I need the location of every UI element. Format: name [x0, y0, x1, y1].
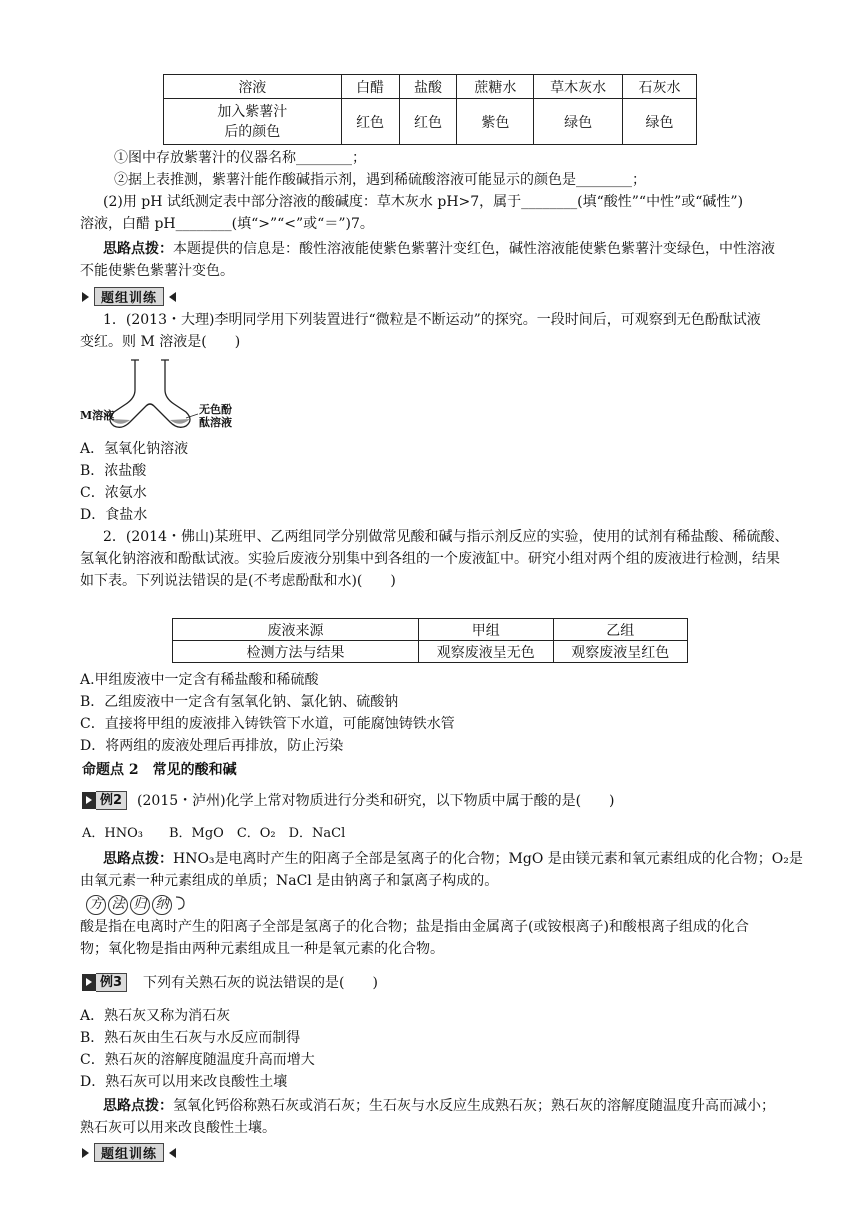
- table-header-cell: 盐酸: [399, 75, 457, 99]
- question-line: 如下表。下列说法错误的是(不考虑酚酞和水)( ): [80, 573, 396, 589]
- option-d: D．食盐水: [80, 507, 148, 523]
- example-stem: (2015・泸州)化学上常对物质进行分类和研究，以下物质中属于酸的是( ): [137, 793, 615, 809]
- method-summary-badge: [86, 895, 188, 915]
- play-icon: [82, 792, 96, 809]
- table-header-cell: 石灰水: [623, 75, 697, 99]
- play-icon: [82, 974, 96, 991]
- hint-label: 思路点拨：: [103, 241, 173, 257]
- indicator-color-table: [163, 74, 697, 145]
- table-cell: 红色: [341, 99, 399, 145]
- option-a: A．熟石灰又称为消石灰: [80, 1008, 231, 1024]
- method-char: 纳: [152, 895, 172, 915]
- badge-label: 题组训练: [94, 287, 164, 306]
- triangle-right-icon: [82, 1148, 89, 1158]
- table-cell: 绿色: [623, 99, 697, 145]
- hint-continuation: 不能使紫色紫薯汁变色。: [80, 263, 234, 279]
- question-line: ②据上表推测，紫薯汁能作酸碱指示剂，遇到稀硫酸溶液可能显示的颜色是________；: [114, 172, 646, 188]
- table-cell: 绿色: [534, 99, 623, 145]
- question-line: (2)用 pH 试纸测定表中部分溶液的酸碱度：草木灰水 pH>7，属于________(填“酸性”“中性”或“碱性”): [103, 194, 744, 210]
- method-text: 酸是指在电离时产生的阳离子全部是氢离子的化合物；盐是指由金属离子(或铵根离子)和酸根离子组成的化合: [80, 919, 749, 935]
- table-header-cell: 废液来源: [173, 619, 419, 641]
- method-char: 方: [86, 895, 106, 915]
- question-line: 2．(2014・佛山)某班甲、乙两组同学分别做常见酸和碱与指示剂反应的实验，使用的试剂有稀盐酸、稀硫酸、: [103, 529, 789, 545]
- example-3-header: [82, 972, 378, 992]
- section-badge: [82, 287, 176, 306]
- example-2-header: [82, 790, 615, 810]
- example-stem: 下列有关熟石灰的说法错误的是( ): [143, 975, 378, 991]
- table-header-cell: 草木灰水: [534, 75, 623, 99]
- option-c: C．浓氨水: [80, 485, 147, 501]
- hint-label: 思路点拨：: [103, 1098, 173, 1114]
- triangle-left-icon: [169, 292, 176, 302]
- option-d: D．将两组的废液处理后再排放，防止污染: [80, 738, 344, 754]
- option-c: C．熟石灰的溶解度随温度升高而增大: [80, 1052, 315, 1068]
- table-cell: 观察废液呈无色: [419, 641, 553, 663]
- hint-continuation: 熟石灰可以用来改良酸性土壤。: [80, 1120, 276, 1136]
- y-tube-figure: [80, 356, 230, 432]
- table-cell: 紫色: [457, 99, 534, 145]
- table-header-cell: 甲组: [419, 619, 553, 641]
- hook-icon: [174, 895, 188, 911]
- example-label: 例2: [82, 792, 127, 809]
- waste-liquid-table: [172, 618, 688, 663]
- example-options: A．HNO₃ B．MgO C．O₂ D．NaCl: [82, 826, 346, 841]
- option-b: B．乙组废液中一定含有氢氧化钠、氯化钠、硫酸钠: [80, 694, 399, 710]
- question-line: 氢氧化钠溶液和酚酞试液。实验后废液分别集中到各组的一个废液缸中。研究小组对两个组的废液进行检测，结果: [80, 551, 780, 567]
- table-header-cell: 蔗糖水: [457, 75, 534, 99]
- figure-label-right: 无色酚 酞溶液: [199, 403, 232, 429]
- badge-label: 题组训练: [94, 1143, 164, 1162]
- method-char: 法: [108, 895, 128, 915]
- option-b: B．熟石灰由生石灰与水反应而制得: [80, 1030, 301, 1046]
- option-c: C．直接将甲组的废液排入铸铁管下水道，可能腐蚀铸铁水管: [80, 716, 455, 732]
- question-line: 1．(2013・大理)李明同学用下列装置进行“微粒是不断运动”的探究。一段时间后，可观察到无色酚酞试液: [103, 312, 761, 328]
- table-cell: 观察废液呈红色: [553, 641, 688, 663]
- question-line: ①图中存放紫薯汁的仪器名称________；: [114, 150, 366, 166]
- hint-paragraph: 思路点拨：HNO₃是电离时产生的阳离子全部是氢离子的化合物；MgO 是由镁元素和氧元素组成的化合物；O₂是: [103, 851, 803, 867]
- method-text: 物；氧化物是指由两种元素组成且一种是氧元素的化合物。: [80, 941, 444, 957]
- section-title: 命题点 2 常见的酸和碱: [82, 762, 237, 778]
- table-cell: 红色: [399, 99, 457, 145]
- table-header-cell: 白醋: [341, 75, 399, 99]
- option-a: A．氢氧化钠溶液: [80, 441, 189, 457]
- question-line: 变红。则 M 溶液是( ): [80, 334, 241, 350]
- triangle-left-icon: [169, 1148, 176, 1158]
- table-row-label: 加入紫薯汁 后的颜色: [164, 99, 342, 145]
- option-b: B．浓盐酸: [80, 463, 147, 479]
- table-header-cell: 溶液: [164, 75, 342, 99]
- option-a: A.甲组废液中一定含有稀盐酸和稀硫酸: [80, 672, 319, 688]
- hint-label: 思路点拨：: [103, 851, 173, 867]
- section-badge: [82, 1143, 176, 1162]
- example-label: 例3: [82, 974, 127, 991]
- option-d: D．熟石灰可以用来改良酸性土壤: [80, 1074, 288, 1090]
- hint-continuation: 由氧元素一种元素组成的单质；NaCl 是由钠离子和氯离子构成的。: [80, 873, 499, 889]
- question-line: 溶液，白醋 pH________(填“>”“<”或“＝”)7。: [80, 216, 374, 232]
- figure-label-left: M溶液: [80, 409, 115, 422]
- triangle-right-icon: [82, 292, 89, 302]
- table-header-cell: 乙组: [553, 619, 688, 641]
- table-cell: 检测方法与结果: [173, 641, 419, 663]
- hint-paragraph: 思路点拨：氢氧化钙俗称熟石灰或消石灰；生石灰与水反应生成熟石灰；熟石灰的溶解度随温度升高而减小；: [103, 1098, 775, 1114]
- method-char: 归: [130, 895, 150, 915]
- hint-paragraph: 思路点拨：本题提供的信息是：酸性溶液能使紫色紫薯汁变红色，碱性溶液能使紫色紫薯汁变绿色，中性溶液: [103, 241, 775, 257]
